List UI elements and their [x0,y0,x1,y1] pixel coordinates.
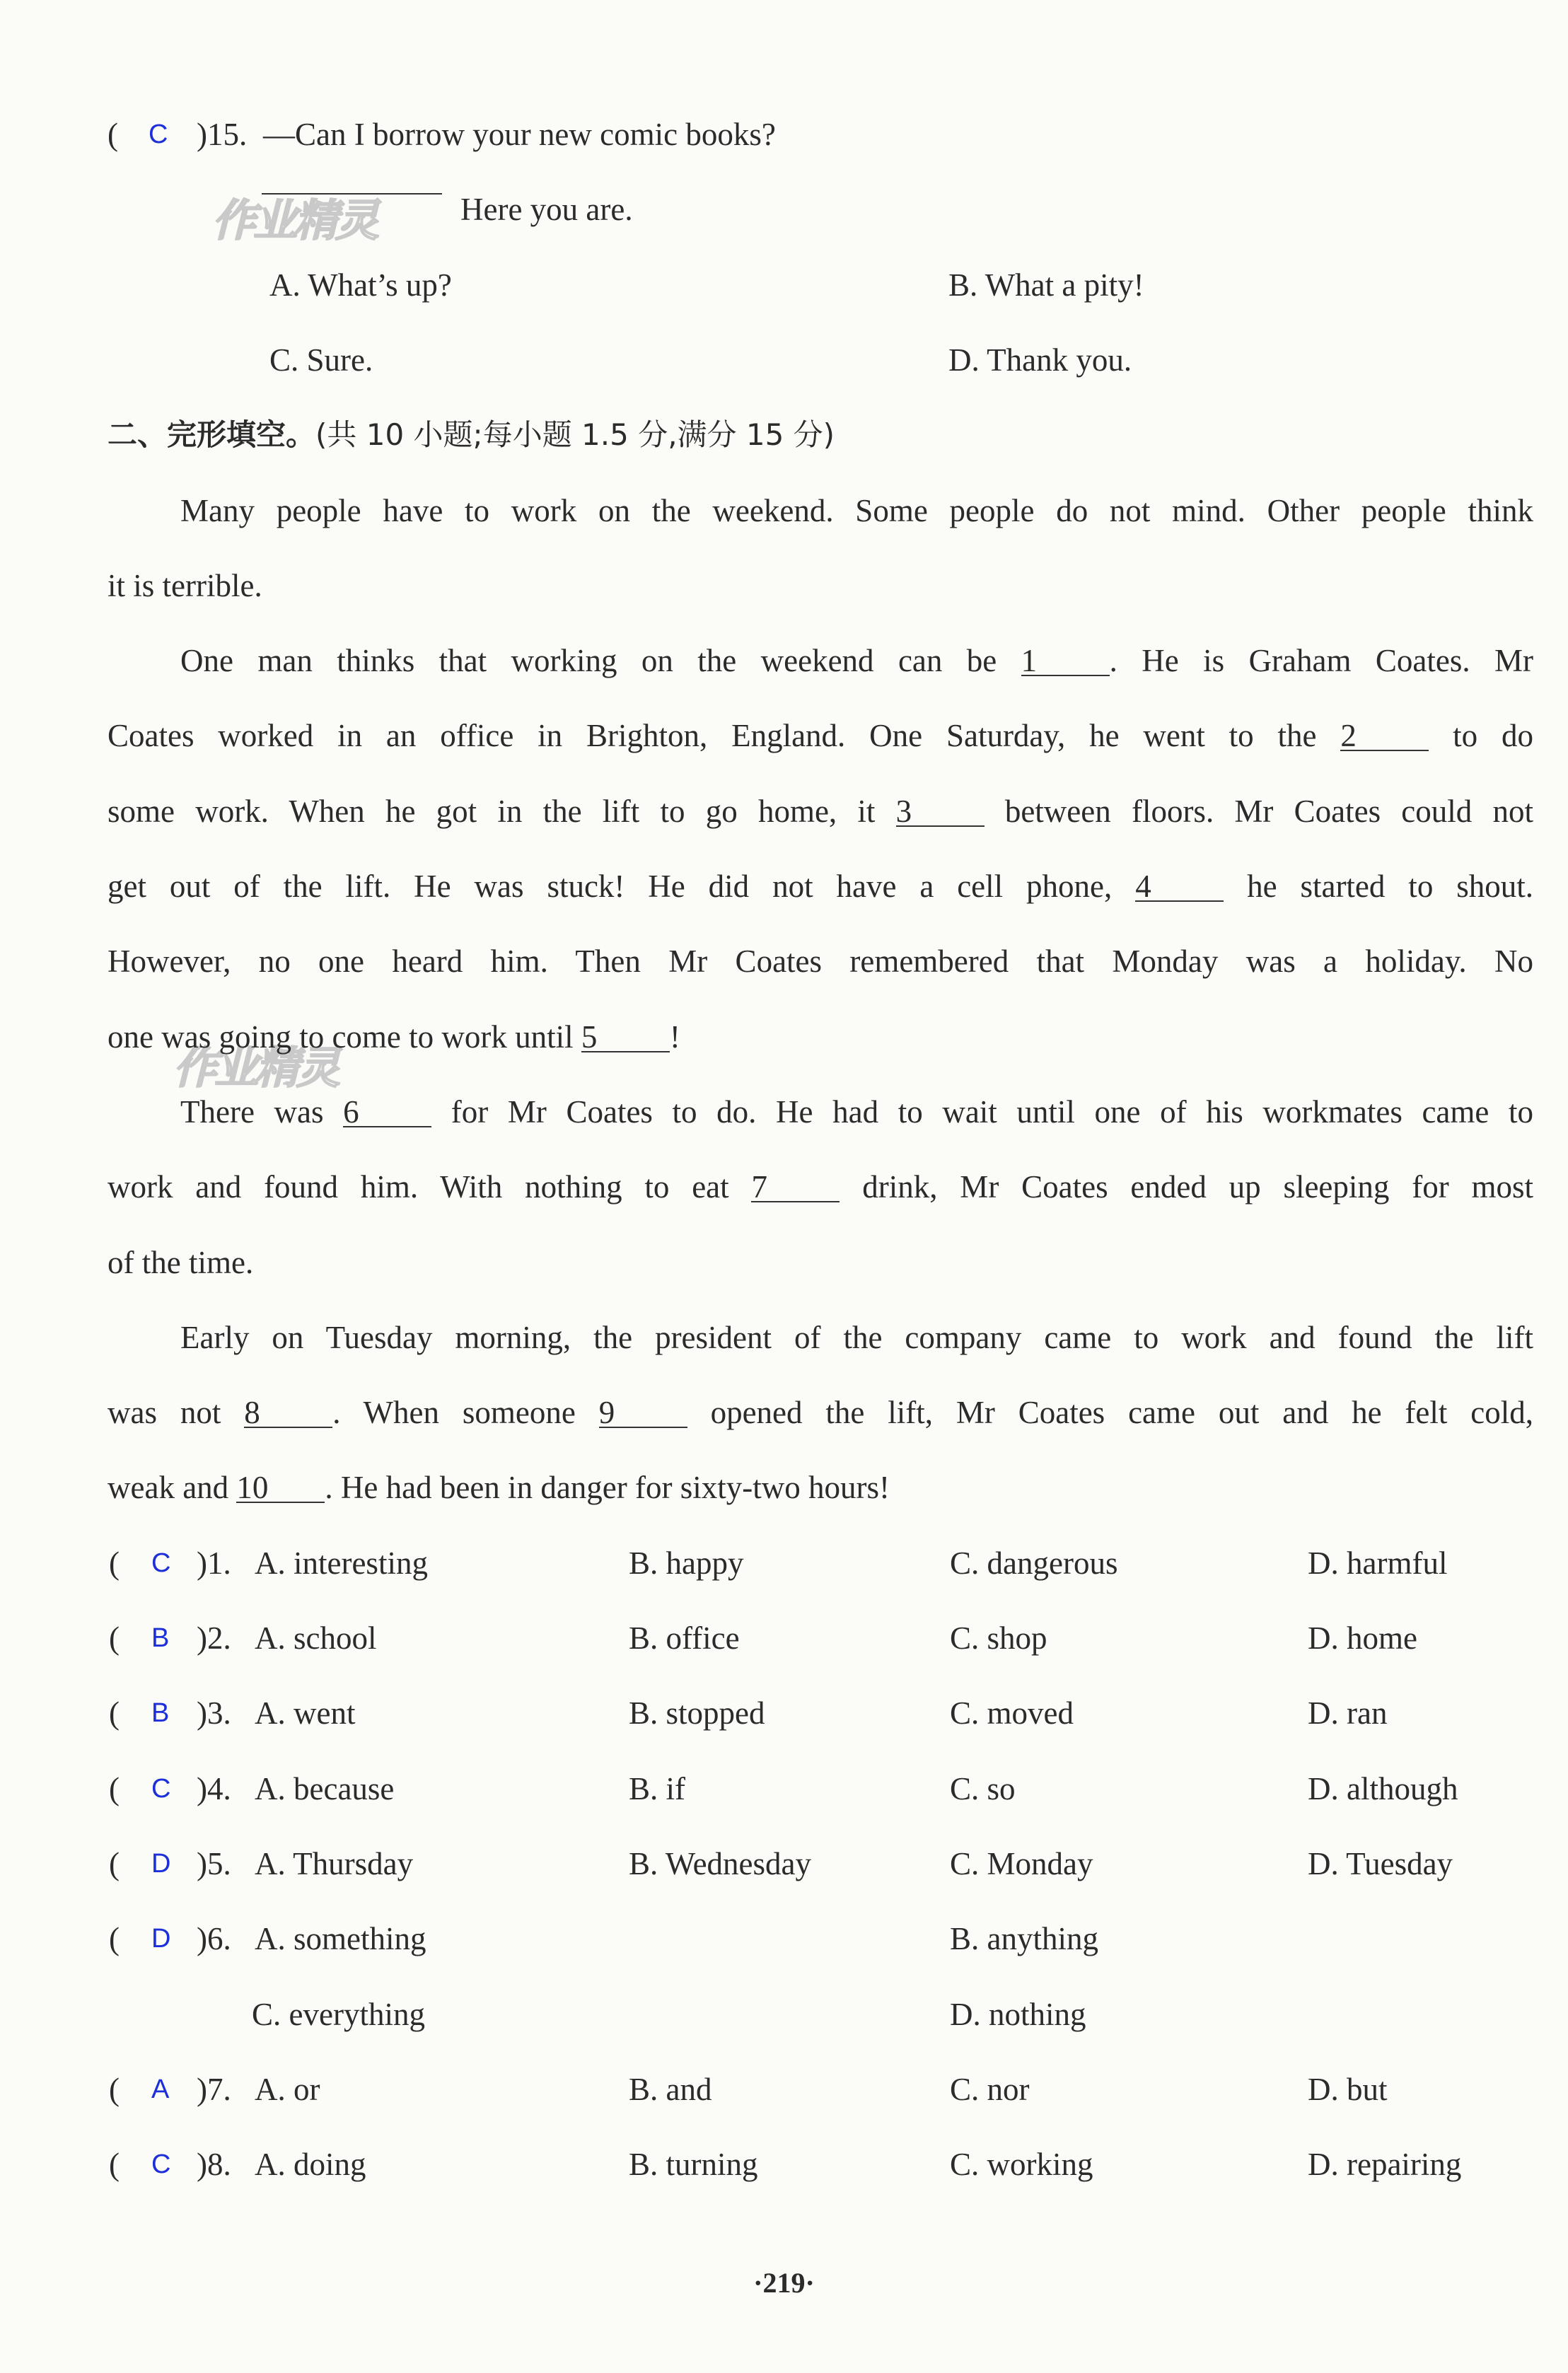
passage-text: was not 8 . When someone 9 opened the lift, Mr Coates came out and he felt cold, [108,1395,1533,1431]
question-3 [0,1676,1568,1751]
passage-text: Many people have to work on the weekend. Some people do not mind. Other people think [180,492,1533,528]
blank-2: 2 [1340,721,1429,751]
option-a: A. doing [255,2147,366,2183]
option-row [0,323,1568,398]
option-a: A. interesting [255,1545,428,1581]
passage-text: One man thinks that working on the weekend can be 1 . He is Graham Coates. Mr [180,643,1533,679]
question-number: )6. [197,1921,231,1957]
passage-line [0,924,1568,999]
question-15 [0,97,1568,172]
page-number: ·219· [753,2267,815,2299]
question-15-reply [0,172,1568,247]
passage-text: one was going to come to work until 5 ! [108,1019,680,1055]
question-1 [0,1526,1568,1601]
section-title: 二、完形填空。 [108,417,316,452]
question-5 [0,1826,1568,1901]
passage-text: work and found him. With nothing to eat 7 drink, Mr Coates ended up sleeping for most [108,1169,1533,1205]
question-number: )2. [197,1620,231,1656]
option-d: D. repairing [1308,2147,1462,2183]
question-number: )3. [197,1695,231,1731]
answer-letter: C [151,1548,171,1578]
answer-letter: A [151,2074,170,2104]
option-d: D. although [1308,1770,1458,1806]
passage-line [0,1074,1568,1149]
answer-paren-open: ( [109,1545,120,1581]
answer-letter: B [151,1623,170,1653]
option-b: B. Wednesday [629,1845,812,1881]
option-a: A. Thursday [255,1845,414,1881]
blank-5: 5 [581,1023,670,1052]
option-row [0,248,1568,323]
passage-text: weak and 10 . He had been in danger for sixty-two hours! [108,1470,890,1506]
option-b: B. happy [629,1545,744,1581]
option-c: C. so [950,1770,1016,1806]
passage-text: Early on Tuesday morning, the president of the company came to work and found the lift [180,1319,1533,1355]
passage-line [0,774,1568,849]
reply-text: Here you are. [460,192,633,227]
passage-text: However, no one heard him. Then Mr Coates remembered that Monday was a holiday. No [108,944,1533,980]
passage-line [0,623,1568,698]
answer-letter: C [149,120,168,149]
passage-text: There was 6 for Mr Coates to do. He had to wait until one of his workmates came to [180,1093,1533,1130]
passage-line [0,849,1568,924]
option-c: C. Monday [950,1845,1093,1881]
option-d: D. Thank you. [948,342,1132,378]
option-c: C. everything [252,1996,425,2032]
option-b: B. anything [950,1921,1098,1957]
section-heading [0,398,1568,472]
option-c: C. nor [950,2071,1030,2107]
blank-10: 10 [236,1473,325,1503]
passage-text: Coates worked in an office in Brighton, England. One Saturday, he went to the 2 to do [108,718,1533,754]
option-b: B. office [629,1620,740,1656]
passage-line [0,1375,1568,1450]
option-a: A. went [255,1695,356,1731]
question-4 [0,1751,1568,1826]
question-7 [0,2052,1568,2127]
answer-blank [262,193,442,195]
answer-paren-open: ( [109,2071,120,2107]
answer-paren-open: ( [109,1695,120,1731]
answer-paren-open: ( [108,117,118,152]
option-a: A. something [255,1921,426,1957]
answer-letter: B [151,1698,170,1729]
option-b: B. and [629,2071,712,2107]
option-c: C. Sure. [269,342,373,378]
blank-8: 8 [244,1398,332,1428]
passage-line [0,1149,1568,1224]
question-number: )1. [197,1545,231,1581]
blank-4: 4 [1135,872,1224,902]
question-number: )4. [197,1770,231,1806]
answer-letter: C [151,2149,171,2180]
passage-line [0,1450,1568,1525]
answer-paren-open: ( [109,1620,120,1656]
option-c: C. moved [950,1695,1074,1731]
answer-paren-open: ( [109,1845,120,1881]
question-2 [0,1601,1568,1676]
section-note: (共 10 小题;每小题 1.5 分,满分 15 分) [315,417,835,452]
option-b: B. if [629,1770,686,1806]
question-8 [0,2127,1568,2202]
question-number: )8. [197,2147,231,2183]
watermark-logo: 作业精灵 [173,1042,338,1093]
option-c: C. working [950,2147,1093,2183]
option-b: B. turning [629,2147,758,2183]
option-a: A. or [255,2071,320,2107]
question-6 [0,1901,1568,1976]
question-number: )15. [197,117,248,152]
blank-1: 1 [1021,646,1110,676]
passage-line [0,473,1568,548]
passage-line [0,548,1568,623]
question-number: )5. [197,1845,231,1881]
blank-3: 3 [896,797,985,827]
passage-line [0,1225,1568,1300]
option-c: C. dangerous [950,1545,1118,1581]
option-d: D. home [1308,1620,1417,1656]
answer-paren-open: ( [109,1921,120,1957]
option-row [0,1977,1568,2052]
answer-letter: C [151,1773,171,1804]
passage-line [0,1300,1568,1375]
answer-paren-open: ( [109,1770,120,1806]
option-a: A. school [255,1620,377,1656]
option-b: B. What a pity! [948,267,1144,303]
option-a: A. because [255,1770,395,1806]
passage-text: of the time. [108,1244,254,1280]
option-a: A. What’s up? [269,267,452,303]
blank-7: 7 [751,1173,840,1202]
question-text: —Can I borrow your new comic books? [263,117,776,152]
option-d: D. harmful [1308,1545,1448,1581]
option-d: D. but [1308,2071,1388,2107]
passage-line [0,698,1568,773]
passage-text: get out of the lift. He was stuck! He did not have a cell phone, 4 he started to shout. [108,869,1533,904]
answer-letter: D [151,1924,171,1954]
option-b: B. stopped [629,1695,765,1731]
watermark-logo: 作业精灵 [212,195,377,246]
answer-letter: D [151,1848,171,1879]
answer-paren-open: ( [109,2147,120,2183]
option-c: C. shop [950,1620,1047,1656]
passage-line [0,999,1568,1074]
blank-6: 6 [343,1098,431,1127]
question-number: )7. [197,2071,231,2107]
passage-text: some work. When he got in the lift to go home, it 3 between floors. Mr Coates could not [108,793,1533,829]
blank-9: 9 [599,1398,687,1428]
option-d: D. ran [1308,1695,1388,1731]
option-d: D. Tuesday [1308,1845,1453,1881]
option-d: D. nothing [950,1996,1086,2032]
passage-text: it is terrible. [108,567,262,603]
